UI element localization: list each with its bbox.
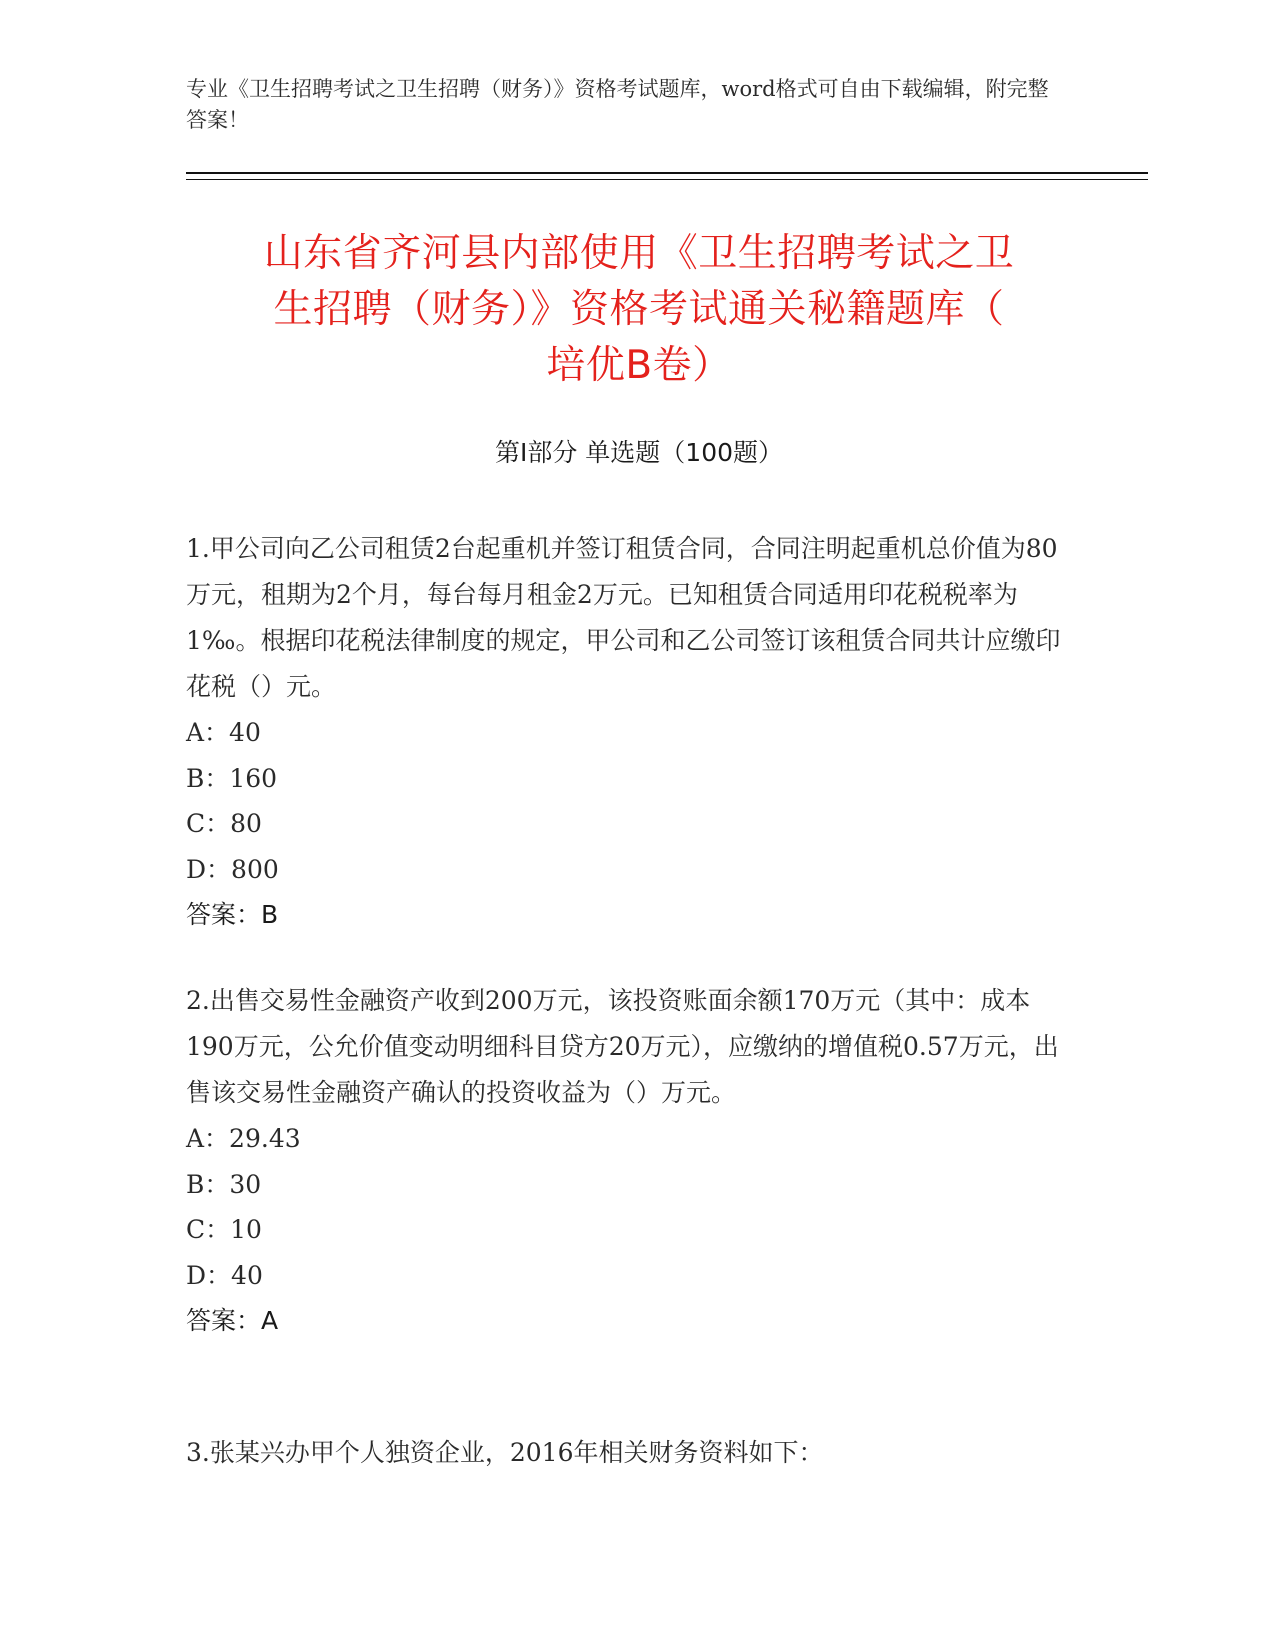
title-line-1: 山东省齐河县内部使用《卫生招聘考试之卫 xyxy=(263,231,1015,276)
question-stem: 3.张某兴办甲个人独资企业，2016年相关财务资料如下： xyxy=(186,1438,824,1467)
question-stem: 2.出售交易性金融资产收到200万元，该投资账面余额170万元（其中：成本190万元，公允价值变动明细科目贷方20万元），应缴纳的增值税0.57万元，出售该交易性金融资产确认的投资收益为（）万元。 xyxy=(186,986,1059,1107)
option-list xyxy=(186,710,1076,892)
title-line-3: 培优B卷） xyxy=(546,343,732,388)
option-list xyxy=(186,1116,1076,1298)
header-note: 专业《卫生招聘考试之卫生招聘（财务）》资格考试题库，word格式可自由下载编辑，附完整答案！ xyxy=(186,77,1049,132)
option-a: A：40 xyxy=(186,718,261,747)
option-a: A：29.43 xyxy=(186,1124,301,1153)
option-b: B：160 xyxy=(186,763,278,793)
option-b: B：30 xyxy=(186,1169,262,1199)
question-3 xyxy=(186,1430,1076,1476)
option-c: C：80 xyxy=(186,809,262,838)
question-2 xyxy=(186,978,1076,1343)
header-divider-thick xyxy=(186,172,1148,174)
option-d: D：40 xyxy=(186,1260,263,1290)
question-1 xyxy=(186,526,1076,937)
title-line-2: 生招聘（财务）》资格考试通关秘籍题库（ xyxy=(273,287,1005,332)
option-d: D：800 xyxy=(186,854,279,884)
question-stem: 1.甲公司向乙公司租赁2台起重机并签订租赁合同，合同注明起重机总价值为80万元，租期为2个月，每台每月租金2万元。已知租赁合同适用印花税税率为1‰。根据印花税法律制度的规定，甲公司和乙公司签订该租赁合同共计应缴印花税（）元。 xyxy=(186,534,1061,701)
answer-line: 答案：A xyxy=(186,1306,279,1335)
section-heading: 第I部分 单选题（100题） xyxy=(494,438,784,467)
option-c: C：10 xyxy=(186,1215,262,1244)
header-divider-thin xyxy=(186,179,1148,180)
document-title xyxy=(186,226,1092,394)
answer-line: 答案：B xyxy=(186,900,279,929)
